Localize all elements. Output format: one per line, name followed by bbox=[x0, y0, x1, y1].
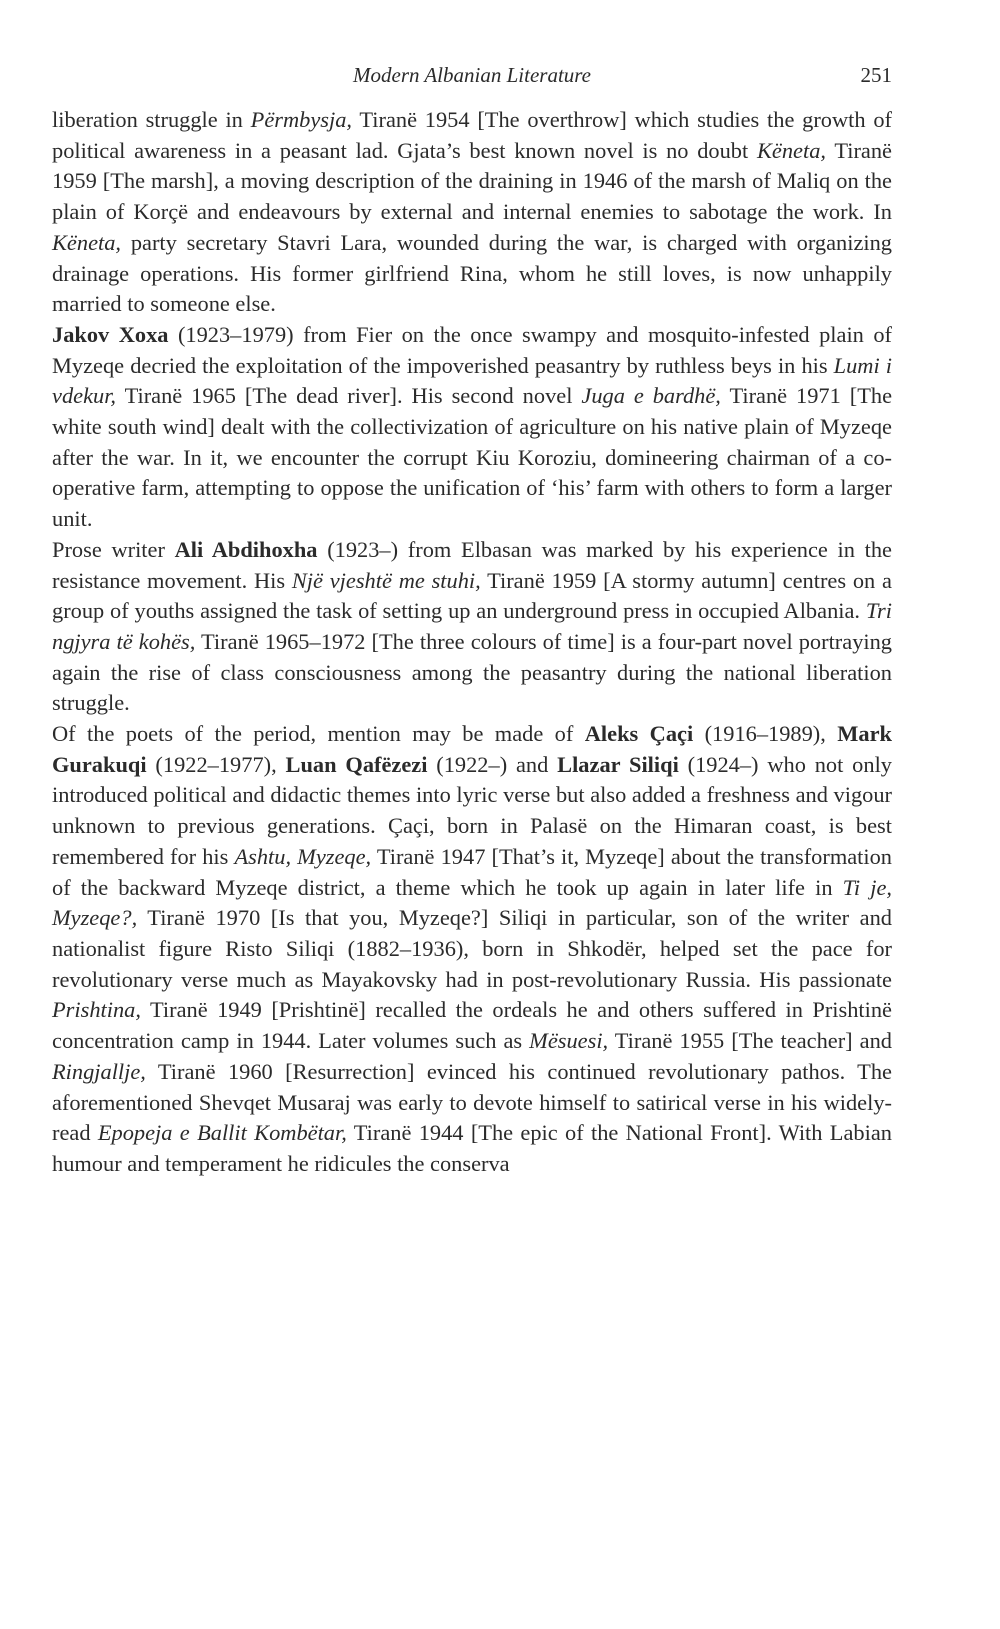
text-run: (1922–1977), bbox=[146, 751, 286, 777]
italic-title: Mësuesi, bbox=[529, 1028, 609, 1054]
italic-title: Një vjeshtë me stuhi, bbox=[291, 567, 481, 593]
author-name: Ali Abdihoxha bbox=[174, 536, 318, 562]
italic-title: Ti je, Myzeqe?, bbox=[52, 874, 892, 931]
text-run: Prose writer bbox=[52, 536, 175, 562]
text-run: Tiranë 1955 [The teacher] and bbox=[608, 1028, 892, 1054]
paragraph bbox=[52, 535, 892, 719]
running-title: Modern Albanian Literature bbox=[353, 63, 591, 87]
author-name: Aleks Çaçi bbox=[584, 721, 694, 747]
italic-title: Prishtina, bbox=[52, 997, 141, 1023]
text-run: Tiranë 1959 [A stormy autumn] centres on a group of youths assigned the task of setting up an underground press in occupied Albania. bbox=[52, 567, 892, 624]
italic-title: Këneta, bbox=[756, 137, 827, 163]
running-head bbox=[52, 55, 892, 95]
author-name: Llazar Siliqi bbox=[557, 751, 679, 777]
italic-title: Ringjallje, bbox=[52, 1058, 146, 1084]
paragraph bbox=[52, 320, 892, 535]
text-run: Tiranë 1970 [Is that you, Myzeqe?] Siliqi in particular, son of the writer and nationalist figure Risto Siliqi (1882–1936), born in Shkodër, helped set the pace for revolutionary verse much as Mayakovsky had in post-revolutionary Russia. His passionate bbox=[52, 905, 892, 992]
italic-title: Përmbysja, bbox=[250, 107, 353, 132]
text-run: Tiranë 1960 [Resurrection] evinced his continued revolutionary pathos. The aforementioned Shevqet Musaraj was early to devote himself to satirical verse in his widely-read bbox=[52, 1058, 892, 1146]
italic-title: Tri ngjyra të kohës, bbox=[52, 598, 892, 654]
text-run: Tiranë 1959 [The marsh], a moving description of the draining in 1946 of the marsh of Maliq on the plain of Korçë and endeavours by external and internal enemies to sabotage the work. In bbox=[52, 137, 892, 225]
text-run: (1924–) who not only introduced political and didactic themes into lyric verse but also added a freshness and vigour unknown to previous generations. Çaçi, born in Palasë on the Himaran coast, is best remembered for his bbox=[52, 751, 892, 869]
paragraph bbox=[52, 105, 892, 320]
book-page bbox=[52, 55, 892, 1180]
author-name: Jakov Xoxa bbox=[52, 321, 169, 347]
text-run: Tiranë 1971 [The white south wind] dealt with the collectivization of agriculture on his native plain of Myzeqe after the war. In it, we encounter the corrupt Kiu Koroziu, domineering chairman of a co-operative farm, attempting to oppose the unification of ‘his’ farm with others to form a larger unit. bbox=[52, 383, 893, 532]
text-run: (1923–1979) from Fier on the once swampy and mosquito-infested plain of Myzeqe decried the exploitation of the impoverished peasantry by ruthless beys in his bbox=[52, 321, 892, 378]
text-run: Tiranë 1965–1972 [The three colours of time] is a four-part novel portraying again the rise of class consciousness among the peasantry during the national liberation struggle. bbox=[52, 628, 892, 716]
text-run: (1922–) and bbox=[427, 751, 558, 777]
italic-title: Lumi i vdekur, bbox=[52, 352, 892, 409]
text-run: Of the poets of the period, mention may be made of bbox=[52, 721, 585, 747]
italic-title: Ashtu, Myzeqe, bbox=[234, 843, 372, 869]
body-text bbox=[52, 105, 892, 1180]
italic-title: Këneta, bbox=[52, 229, 122, 255]
text-run: party secretary Stavri Lara, wounded during the war, is charged with organizing drainage operations. His former girlfriend Rina, whom he still loves, is now unhappily married to someone else. bbox=[52, 229, 892, 317]
text-run: liberation struggle in bbox=[52, 107, 251, 132]
author-name: Luan Qafëzezi bbox=[285, 751, 428, 777]
paragraph bbox=[52, 719, 892, 1180]
text-run: (1923–) from Elbasan was marked by his experience in the resistance movement. His bbox=[52, 536, 892, 593]
italic-title: Juga e bardhë, bbox=[581, 383, 721, 409]
author-name: Mark Gurakuqi bbox=[52, 721, 893, 777]
text-run: Tiranë 1947 [That’s it, Myzeqe] about the transformation of the backward Myzeqe district, a theme which he took up again in later life in bbox=[52, 843, 893, 900]
text-run: Tiranë 1965 [The dead river]. His second novel bbox=[116, 383, 582, 409]
page-number: 251 bbox=[860, 63, 892, 87]
text-run: Tiranë 1954 [The overthrow] which studies the growth of political awareness in a peasant lad. Gjata’s best known novel is no doubt bbox=[52, 107, 892, 163]
text-run: Tiranë 1949 [Prishtinë] recalled the ordeals he and others suffered in Prishtinë concentration camp in 1944. Later volumes such as bbox=[52, 997, 892, 1054]
text-run: (1916–1989), bbox=[693, 721, 838, 747]
italic-title: Epopeja e Ballit Kombëtar, bbox=[97, 1120, 347, 1146]
text-run: Tiranë 1944 [The epic of the National Front]. With Labian humour and temperament he ridicules the conserva bbox=[52, 1120, 892, 1176]
